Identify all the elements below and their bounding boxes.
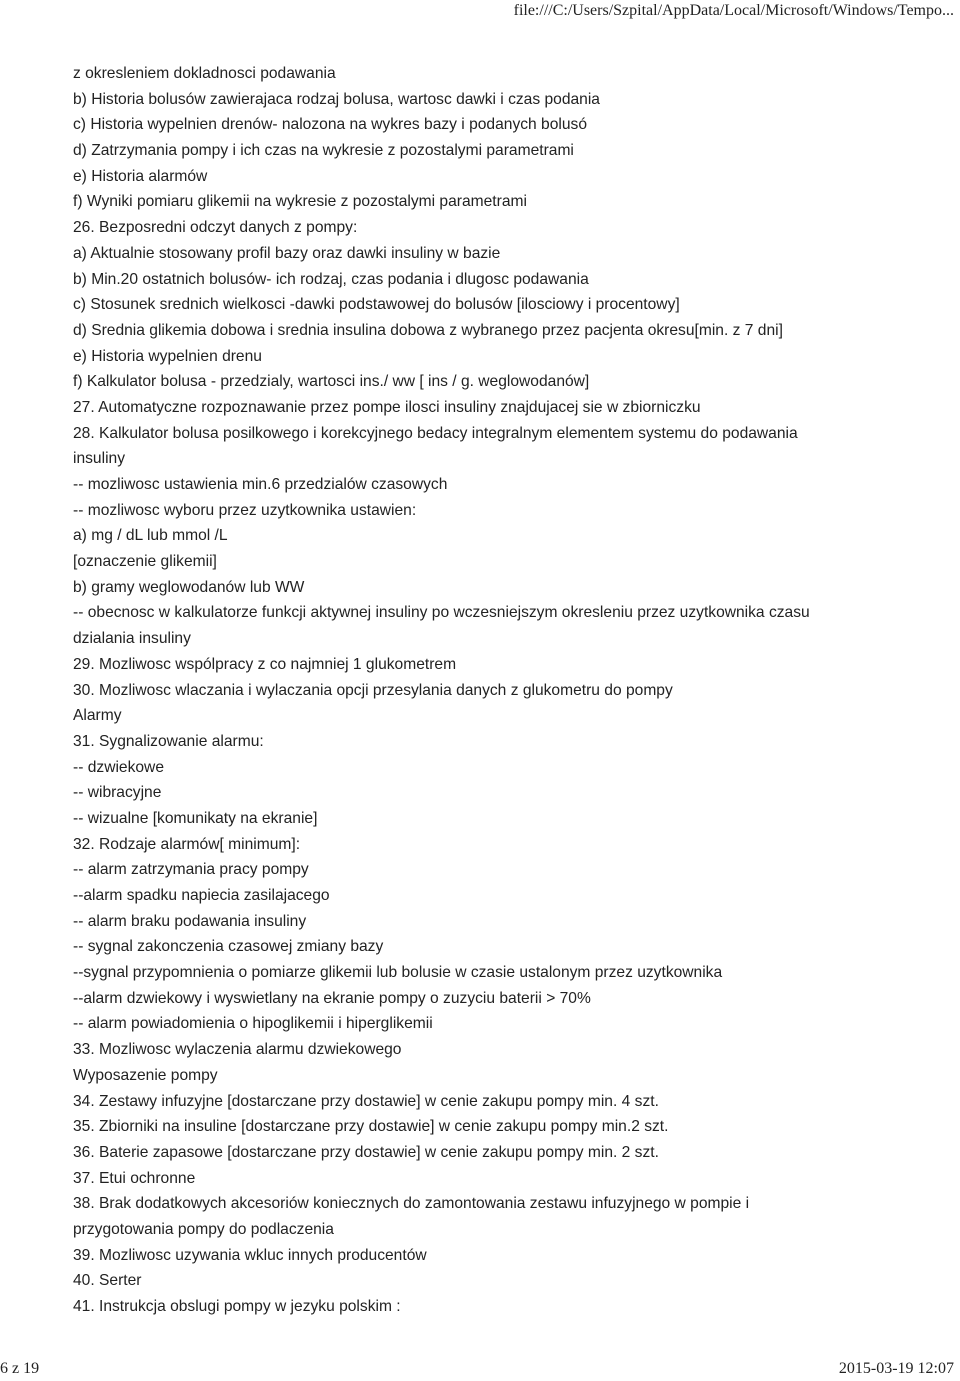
document-line: Wyposazenie pompy <box>73 1066 218 1084</box>
document-line: e) Historia wypelnien drenu <box>73 347 262 365</box>
document-line: b) gramy weglowodanów lub WW <box>73 578 305 596</box>
document-line: a) mg / dL lub mmol /L <box>73 527 228 545</box>
document-line: 26. Bezposredni odczyt danych z pompy: <box>73 219 358 237</box>
document-line: -- mozliwosc ustawienia min.6 przedzialów czasowych <box>73 476 448 493</box>
page-number: 6 z 19 <box>0 1360 40 1377</box>
document-line: -- alarm zatrzymania pracy pompy <box>73 861 309 879</box>
document-line: b) Min.20 ostatnich bolusów- ich rodzaj, czas podania i dlugosc podawania <box>73 270 589 288</box>
document-line: --alarm spadku napiecia zasilajacego <box>73 887 330 904</box>
document-line: -- mozliwosc wyboru przez uzytkownika ustawien: <box>73 501 417 519</box>
document-line: 28. Kalkulator bolusa posilkowego i korekcyjnego bedacy integralnym elementem systemu do podawania <box>73 424 798 442</box>
document-line: 36. Baterie zapasowe [dostarczane przy dostawie] w cenie zakupu pompy min. 2 szt. <box>73 1143 659 1161</box>
document-line: f) Wyniki pomiaru glikemii na wykresie z pozostalymi parametrami <box>73 193 527 211</box>
document-line: 30. Mozliwosc wlaczania i wylaczania opcji przesylania danych z glukometru do pompy <box>73 681 673 699</box>
document-line: -- obecnosc w kalkulatorze funkcji aktywnej insuliny po wczesniejszym okresleniu przez uzytkownika czasu <box>73 604 810 622</box>
document-line: e) Historia alarmów <box>73 167 208 185</box>
document-line: -- wibracyjne <box>73 784 162 802</box>
document-line: 27. Automatyczne rozpoznawanie przez pompe ilosci insuliny znajdujacej sie w zbiorniczku <box>73 398 701 416</box>
document-line: b) Historia bolusów zawierajaca rodzaj bolusa, wartosc dawki i czas podania <box>73 90 600 108</box>
document-line: 33. Mozliwosc wylaczenia alarmu dzwiekowego <box>73 1041 402 1059</box>
document-line: -- wizualne [komunikaty na ekranie] <box>73 809 318 827</box>
document-line: [oznaczenie glikemii] <box>73 553 217 571</box>
document-line: --alarm dzwiekowy i wyswietlany na ekranie pompy o zuzyciu baterii > 70% <box>73 989 591 1007</box>
document-line: 38. Brak dodatkowych akcesoriów koniecznych do zamontowania zestawu infuzyjnego w pompie i <box>73 1195 750 1213</box>
document-line: 37. Etui ochronne <box>73 1169 196 1187</box>
document-line: 40. Serter <box>73 1272 142 1290</box>
document-line: d) Zatrzymania pompy i ich czas na wykresie z pozostalymi parametrami <box>73 142 574 160</box>
document-line: c) Stosunek srednich wielkosci -dawki podstawowej do bolusów [ilosciowy i procentowy] <box>73 296 680 314</box>
document-line: d) Srednia glikemia dobowa i srednia insulina dobowa z wybranego przez pacjenta okresu[min. z 7 dni] <box>73 321 783 339</box>
document-line: a) Aktualnie stosowany profil bazy oraz dawki insuliny w bazie <box>73 244 501 262</box>
document-line: f) Kalkulator bolusa - przedzialy, wartosci ins./ ww [ ins / g. weglowodanów] <box>73 373 590 391</box>
document-line: dzialania insuliny <box>73 630 191 648</box>
document-line: -- alarm braku podawania insuliny <box>73 912 307 930</box>
document-line: 39. Mozliwosc uzywania wkluc innych producentów <box>73 1246 427 1264</box>
document-line: 34. Zestawy infuzyjne [dostarczane przy dostawie] w cenie zakupu pompy min. 4 szt. <box>73 1092 659 1110</box>
document-line: 35. Zbiorniki na insuline [dostarczane przy dostawie] w cenie zakupu pompy min.2 szt. <box>73 1118 669 1136</box>
document-line: -- sygnal zakonczenia czasowej zmiany bazy <box>73 938 384 956</box>
document-line: z okresleniem dokladnosci podawania <box>73 65 336 82</box>
document-line: --sygnal przypomnienia o pomiarze glikemii lub bolusie w czasie ustalonym przez uzytkownika <box>73 964 723 982</box>
document-line: c) Historia wypelnien drenów- nalozona na wykres bazy i podanych bolusó <box>73 116 587 134</box>
print-header-url: file:///C:/Users/Szpital/AppData/Local/Microsoft/Windows/Tempo... <box>513 2 954 19</box>
document-line: 32. Rodzaje alarmów[ minimum]: <box>73 835 301 853</box>
document-line: 41. Instrukcja obslugi pompy w jezyku polskim : <box>73 1298 401 1315</box>
document-line: 31. Sygnalizowanie alarmu: <box>73 732 264 750</box>
document-line: Alarmy <box>73 707 122 725</box>
document-line: 29. Mozliwosc wspólpracy z co najmniej 1 glukometrem <box>73 655 457 673</box>
document-body <box>73 61 933 1320</box>
document-line: przygotowania pompy do podlaczenia <box>73 1220 334 1238</box>
document-line: insuliny <box>73 450 126 468</box>
print-datetime: 2015-03-19 12:07 <box>838 1360 954 1377</box>
document-line: -- alarm powiadomienia o hipoglikemii i hiperglikemii <box>73 1015 433 1033</box>
document-line: -- dzwiekowe <box>73 758 164 776</box>
